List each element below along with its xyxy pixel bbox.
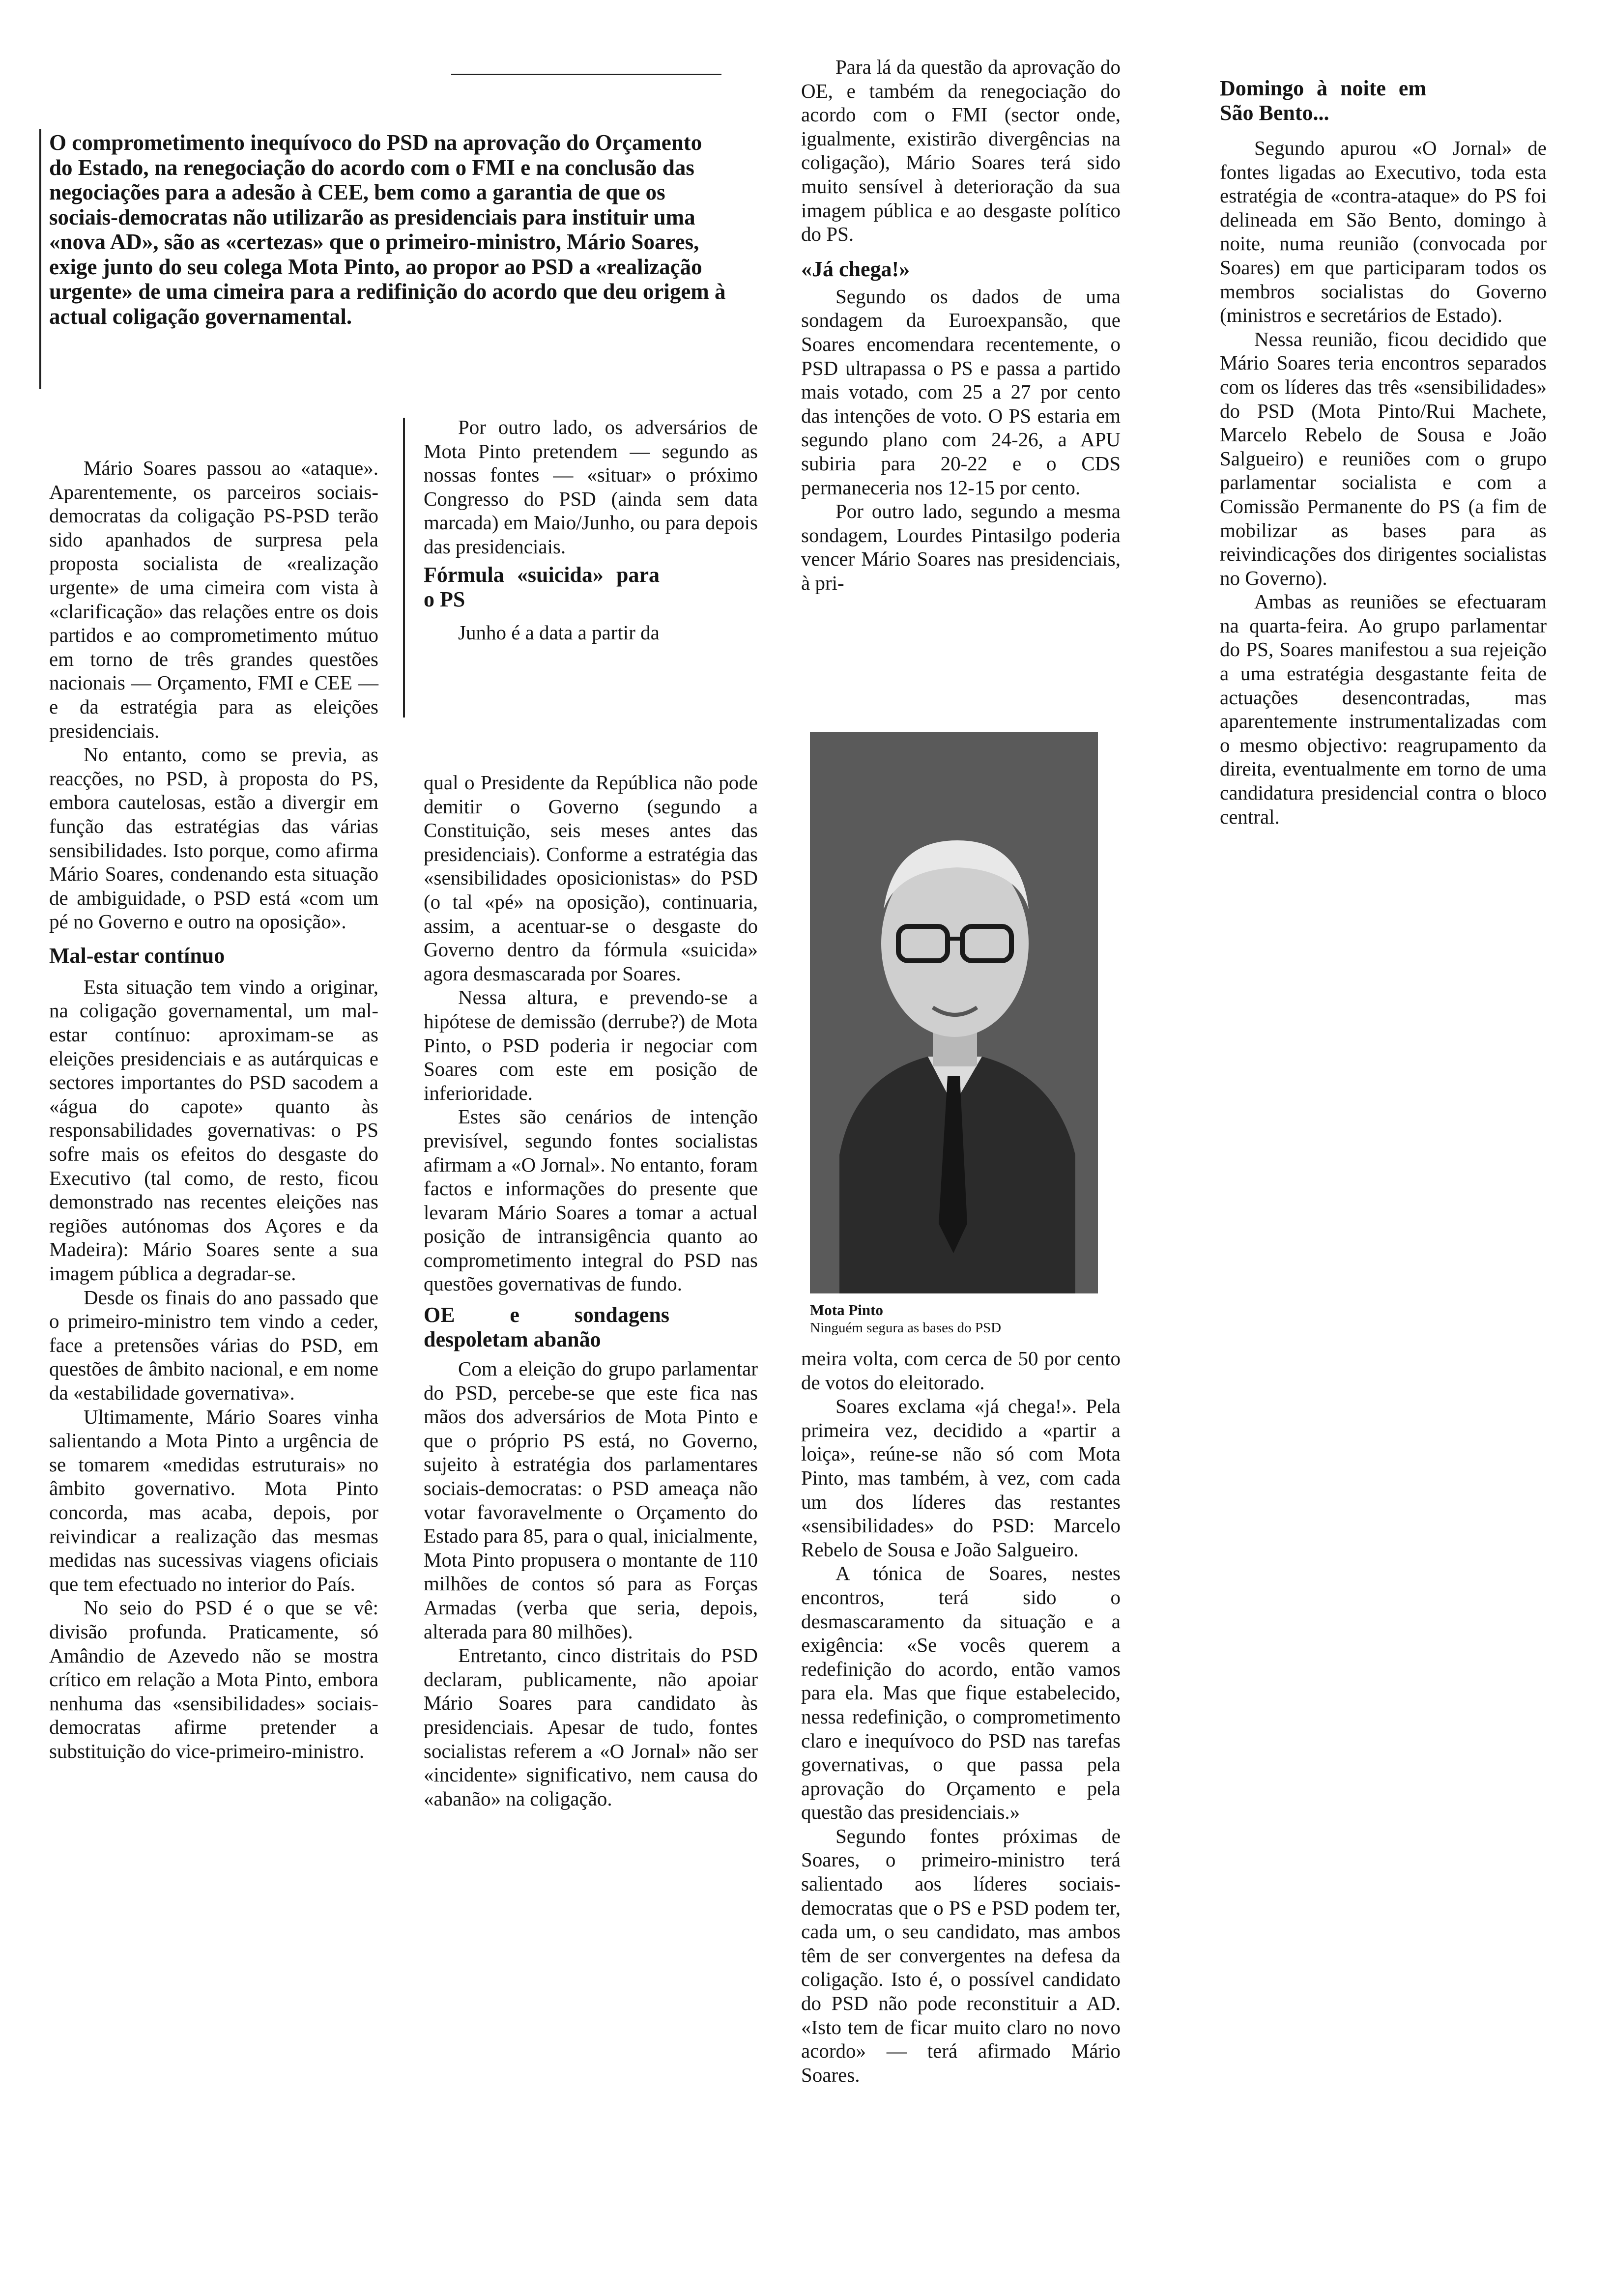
paragraph: Esta situação tem vindo a originar, na coligação governamental, um mal-estar contínuo: aproximam-se as eleições presidenciais e as autárquicas e sectores importantes do PSD sacodem a «água do capote» quanto às responsabilidades governativas: o PS sofre mais os efeitos do desgaste do Executivo (tal como, de resto, ficou demonstrado nas recentes eleições nas regiões autónomas dos Açores e da Madeira): Mário Soares sente a sua imagem pública a degradar-se. — [49, 975, 378, 1285]
paragraph: Segundo apurou «O Jornal» de fontes ligadas ao Executivo, toda esta estratégia de «contra-ataque» do PS foi delineada em São Bento, domingo à noite, numa reunião (convocada por Soares) em que participaram todos os membros socialistas do Governo (ministros e secretários de Estado). — [1220, 137, 1547, 327]
paragraph: Ambas as reuniões se efectuaram na quarta-feira. Ao grupo parlamentar do PS, Soares manifestou a sua rejeição a uma estratégia desgastante feita de actuações desencontradas, mas aparentemente instrumentalizadas com o mesmo objectivo: reagrupamento da direita, eventualmente em torno de uma candidatura presidencial contra o bloco central. — [1220, 590, 1547, 828]
column-3-bottom — [801, 1347, 1121, 2087]
column-1 — [49, 456, 378, 1763]
paragraph: Desde os finais do ano passado que o primeiro-ministro tem vindo a ceder, face a pretensões várias do PSD, em questões de âmbito nacional, e em nome da «estabilidade governativa». — [49, 1286, 378, 1404]
paragraph: Por outro lado, os adversários de Mota Pinto pretendem — segundo as nossas fontes — «situar» o próximo Congresso do PSD (ainda sem data marcada) em Maio/Junho, ou para depois das presidenciais. — [424, 416, 758, 558]
section-heading: OE e sondagens despoletam abanão — [424, 1303, 669, 1352]
lede-paragraph: O comprometimento inequívoco do PSD na aprovação do Orçamento do Estado, na renegociação do acordo com o FMI e na conclusão das negociações para a adesão à CEE, bem como a garantia de que os sociais-democratas não utilizarão as presidenciais para instituir uma «nova AD», são as «certezas» que o primeiro-ministro, Mário Soares, exige junto do seu colega Mota Pinto, ao propor ao PSD a «realização urgente» de uma cimeira para a redifinição do acordo que deu origem à actual coligação governamental. — [49, 130, 726, 329]
paragraph: Estes são cenários de intenção previsível, segundo fontes socialistas afirmam a «O Jornal». No entanto, foram factos e informações do presente que levaram Mário Soares a tomar a actual posição de intransigência quanto ao comprometimento integral do PSD nas questões governativas de fundo. — [424, 1105, 758, 1295]
caption-name: Mota Pinto — [810, 1301, 883, 1319]
top-rule — [451, 74, 721, 75]
portrait-illustration — [810, 732, 1098, 1293]
column-3-top — [801, 55, 1121, 595]
photo-caption — [810, 1301, 1115, 1337]
paragraph: A tónica de Soares, nestes encontros, terá sido o desmascaramento da situação e a exigência: «Se vocês querem a redefinição do acordo, então vamos para ela. Mas que fique estabelecido, nessa redefinição, o comprometimento claro e inequívoco do PSD nas tarefas governativas, o que passa pela aprovação do Orçamento e pela questão das presidenciais.» — [801, 1562, 1121, 1824]
paragraph: Por outro lado, segundo a mesma sondagem, Lourdes Pintasilgo poderia vencer Mário Soares nas presidenciais, à pri- — [801, 500, 1121, 594]
paragraph: Com a eleição do grupo parlamentar do PSD, percebe-se que este fica nas mãos dos adversários de Mota Pinto e que o próprio PS está, no Governo, sujeito à estratégia dos parlamentares sociais-democratas: o PSD ameaça não votar favoravelmente o Orçamento do Estado para 85, para o qual, inicialmente, Mota Pinto propusera o montante de 110 milhões de contos só para as Forças Armadas (verba que seria, depois, alterada para 80 milhões). — [424, 1357, 758, 1643]
section-heading: «Já chega!» — [801, 257, 910, 281]
paragraph: Para lá da questão da aprovação do OE, e também da renegociação do acordo com o FMI (sector onde, igualmente, existirão divergências na coligação), Mário Soares terá sido muito sensível à deterioração da sua imagem pública e ao desgaste político do PS. — [801, 56, 1121, 246]
paragraph: Soares exclama «já chega!». Pela primeira vez, decidido a «partir a loiça», reúne-se não só com Mota Pinto, mas também, à vez, com cada um dos líderes das restantes «sensibilidades» do PSD: Marcelo Rebelo de Sousa e João Salgueiro. — [801, 1395, 1121, 1561]
paragraph: Segundo fontes próximas de Soares, o primeiro-ministro terá salientado aos líderes sociais-democratas que o PS e PSD podem ter, cada um, o seu candidato, mas ambos têm de ser convergentes na defesa da coligação. Isto é, o possível candidato do PSD não pode reconstituir a AD. «Isto tem de ficar muito claro no novo acordo» — terá afirmado Mário Soares. — [801, 1824, 1121, 2086]
paragraph: Ultimamente, Mário Soares vinha salientando a Mota Pinto a urgência de se tomarem «medidas estruturais» no âmbito governativo. Mota Pinto concorda, mas acaba, depois, por reivindicar a realização das mesmas medidas nas sucessivas viagens oficiais que tem efectuado no interior do País. — [49, 1405, 378, 1595]
paragraph: Entretanto, cinco distritais do PSD declaram, publicamente, não apoiar Mário Soares para candidato às presidenciais. Apesar de tudo, fontes socialistas referem a «O Jornal» não ser «incidente» significativo, nem causa do «abanão» na coligação. — [424, 1644, 758, 1810]
caption-text: Ninguém segura as bases do PSD — [810, 1320, 1002, 1336]
paragraph: Mário Soares passou ao «ataque». Aparentemente, os parceiros sociais-democratas da coligação PS-PSD terão sido apanhados de surpresa pela proposta socialista de «realização urgente» de uma cimeira com vista à «clarificação» das relações entre os dois partidos e ao comprometimento mútuo em torno de três grandes questões nacionais — Orçamento, FMI e CEE — e da estratégia para as eleições presidenciais. — [49, 457, 378, 742]
lede-rule — [39, 129, 41, 389]
paragraph: Nessa altura, e prevendo-se a hipótese de demissão (derrube?) de Mota Pinto, o PSD poderia ir negociar com Soares com este em posição de inferioridade. — [424, 986, 758, 1104]
paragraph: No seio do PSD é o que se vê: divisão profunda. Praticamente, só Amândio de Azevedo não se mostra crítico em relação a Mota Pinto, embora nenhuma das «sensibilidades» sociais-democratas afirme pretender a substituição do vice-primeiro-ministro. — [49, 1596, 378, 1762]
column-2-top — [424, 415, 758, 644]
column-rule — [403, 418, 405, 718]
paragraph: Nessa reunião, ficou decidido que Mário Soares teria encontros separados com os líderes das três «sensibilidades» do PSD (Mota Pinto/Rui Machete, Marcelo Rebelo de Sousa e João Salgueiro) e reuniões com o grupo parlamentar socialista e com a Comissão Permanente do PS (a fim de mobilizar as bases para as reivindicações dos dirigentes socialistas no Governo). — [1220, 327, 1547, 589]
column-4 — [1220, 76, 1547, 829]
column-2-bottom — [424, 771, 758, 1810]
paragraph: meira volta, com cerca de 50 por cento de votos do eleitorado. — [801, 1347, 1121, 1394]
section-heading: Fórmula «suicida» para o PS — [424, 562, 660, 611]
section-heading: Domingo à noite em São Bento... — [1220, 76, 1426, 125]
portrait-photo — [810, 732, 1098, 1293]
paragraph: Segundo os dados de uma sondagem da Euroexpansão, que Soares encomendara recentemente, o PSD ultrapassa o PS e passa a partido mais votado, com 25 a 27 por cento das intenções de voto. O PS estaria em segundo plano com 24-26, a APU subiria para 20-22 e o CDS permaneceria nos 12-15 por cento. — [801, 285, 1121, 499]
paragraph: Junho é a data a partir da — [458, 621, 660, 644]
section-heading: Mal-estar contínuo — [49, 943, 225, 968]
paragraph: qual o Presidente da República não pode demitir o Governo (segundo a Constituição, seis meses antes das presidenciais). Conforme a estratégia das «sensibilidades oposicionistas» do PSD (o tal «pé» na oposição), continuaria, assim, a acentuar-se o desgaste do Governo dentro da fórmula «suicida» agora desmascarada por Soares. — [424, 771, 758, 985]
paragraph: No entanto, como se previa, as reacções, no PSD, à proposta do PS, embora cautelosas, estão a divergir em função das estratégias das várias sensibilidades. Isto porque, como afirma Mário Soares, condenando esta situação de ambiguidade, o PSD está «com um pé no Governo e outro na oposição». — [49, 743, 378, 933]
